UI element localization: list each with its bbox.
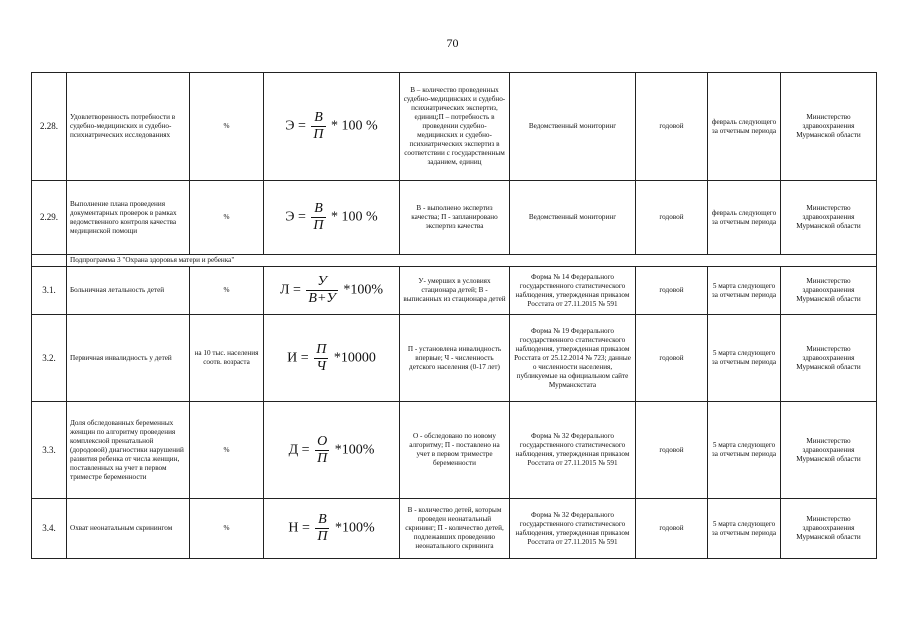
variables-description: В - количество детей, которым проведен неонатальный скрининг; П - количество детей, подлежавших проведению неонатального скрининга [400, 499, 510, 559]
data-source: Ведомственный мониторинг [510, 181, 636, 255]
unit: % [190, 499, 264, 559]
formula-numerator: В [311, 110, 325, 127]
table-row [32, 402, 877, 499]
data-source: Форма № 14 Федерального государственного статистического наблюдения, утвержденная приказом Росстата от 27.11.2015 № 591 [510, 267, 636, 315]
row-number: 3.4. [32, 499, 67, 559]
deadline: февраль следующего за отчетным периода [708, 181, 781, 255]
unit: % [190, 181, 264, 255]
deadline: февраль следующего за отчетным периода [708, 73, 781, 181]
subprogram-title: Подпрограмма 3 "Охрана здоровья матери и ребенка" [67, 255, 877, 267]
formula-rhs: * 100 % [331, 118, 378, 134]
indicator-name: Доля обследованных беременных женщин по алгоритму проведения комплексной пренатальной (дородовой) диагностики нарушений развития ребенка от числа женщин, поставленных на учет в первом триместре беременности [67, 402, 190, 499]
row-number: 3.2. [32, 315, 67, 402]
table-row [32, 315, 877, 402]
table-row [32, 73, 877, 181]
formula-rhs: * 100 % [331, 209, 378, 225]
empty-cell [32, 255, 67, 267]
formula-denominator: Ч [316, 358, 327, 374]
formula-rhs: *10000 [333, 350, 376, 366]
data-source: Форма № 32 Федерального государственного статистического наблюдения, утвержденная приказом Росстата от 27.11.2015 № 591 [510, 402, 636, 499]
unit: % [190, 402, 264, 499]
formula-fraction [306, 274, 337, 307]
formula-lhs: Э = [285, 118, 306, 134]
formula-lhs: Э = [285, 209, 306, 225]
formula [264, 499, 400, 559]
responsible: Министерство здравоохранения Мурманской области [781, 73, 877, 181]
data-source: Ведомственный мониторинг [510, 73, 636, 181]
formula [264, 181, 400, 255]
table-row [32, 267, 877, 315]
formula-rhs: *100% [343, 282, 383, 298]
periodicity: годовой [636, 73, 708, 181]
formula-lhs: Л = [280, 282, 301, 298]
periodicity: годовой [636, 267, 708, 315]
row-number: 3.1. [32, 267, 67, 315]
formula [264, 315, 400, 402]
deadline: 5 марта следующего за отчетным периода [708, 315, 781, 402]
formula-denominator: П [317, 450, 328, 466]
indicator-name: Первичная инвалидность у детей [67, 315, 190, 402]
subprogram-row [32, 255, 877, 267]
deadline: 5 марта следующего за отчетным периода [708, 499, 781, 559]
unit: % [190, 73, 264, 181]
formula [264, 73, 400, 181]
formula-fraction [314, 342, 328, 375]
formula-lhs: Н = [288, 520, 310, 536]
indicators-table [31, 72, 877, 559]
responsible: Министерство здравоохранения Мурманской области [781, 315, 877, 402]
periodicity: годовой [636, 315, 708, 402]
table-row [32, 499, 877, 559]
row-number: 2.29. [32, 181, 67, 255]
row-number: 3.3. [32, 402, 67, 499]
periodicity: годовой [636, 499, 708, 559]
variables-description: П - установлена инвалидность впервые; Ч - численность детского населения (0-17 лет) [400, 315, 510, 402]
unit: на 10 тыс. населения соотв. возраста [190, 315, 264, 402]
data-source: Форма № 32 Федерального государственного статистического наблюдения, утвержденная приказом Росстата от 27.11.2015 № 591 [510, 499, 636, 559]
data-source: Форма № 19 Федерального государственного статистического наблюдения, утвержденная приказом Росстата от 25.12.2014 № 723; данные о численности населения, публикуемые на официальном сайте Мурманскстата [510, 315, 636, 402]
periodicity: годовой [636, 181, 708, 255]
formula-fraction [311, 110, 325, 143]
indicator-name: Охват неонатальным скринингом [67, 499, 190, 559]
formula-fraction [315, 434, 329, 467]
variables-description: В - выполнено экспертиз качества; П - запланировано экспертиз качества [400, 181, 510, 255]
formula-rhs: *100% [334, 520, 375, 536]
formula-lhs: Д = [288, 442, 310, 458]
formula-lhs: И = [287, 350, 309, 366]
formula-numerator: В [311, 201, 325, 218]
row-number: 2.28. [32, 73, 67, 181]
formula-denominator: П [313, 218, 324, 233]
formula-denominator: В+У [308, 291, 336, 306]
variables-description: У- умерших в условиях стационара детей; В - выписанных из стационара детей [400, 267, 510, 315]
formula-denominator: П [313, 127, 324, 142]
formula-numerator: О [317, 433, 328, 449]
formula-fraction [315, 512, 329, 545]
table-row [32, 181, 877, 255]
formula [264, 267, 400, 315]
formula-rhs: *100% [334, 442, 375, 458]
formula-numerator: В [315, 512, 329, 529]
responsible: Министерство здравоохранения Мурманской области [781, 402, 877, 499]
responsible: Министерство здравоохранения Мурманской области [781, 267, 877, 315]
formula [264, 402, 400, 499]
variables-description: В – количество проведенных судебно-медицинских и судебно-психиатрических экспертиз, единиц;П – потребность в проведении судебно-медицинских и судебно-психиатрических экспертиз в соответствии с государственным заданием, единиц [400, 73, 510, 181]
indicator-name: Больничная летальность детей [67, 267, 190, 315]
deadline: 5 марта следующего за отчетным периода [708, 402, 781, 499]
unit: % [190, 267, 264, 315]
periodicity: годовой [636, 402, 708, 499]
indicator-name: Выполнение плана проведения документарных проверок в рамках ведомственного контроля качества медицинской помощи [67, 181, 190, 255]
variables-description: О - обследовано по новому алгоритму; П - поставлено на учет в первом триместре беременности [400, 402, 510, 499]
responsible: Министерство здравоохранения Мурманской области [781, 499, 877, 559]
indicator-name: Удовлетворенность потребности в судебно-медицинских и судебно-психиатрических исследованиях [67, 73, 190, 181]
responsible: Министерство здравоохранения Мурманской области [781, 181, 877, 255]
page-number: 70 [446, 36, 459, 50]
deadline: 5 марта следующего за отчетным периода [708, 267, 781, 315]
formula-numerator: П [316, 341, 327, 357]
formula-fraction [311, 201, 325, 234]
formula-numerator: У [306, 274, 337, 291]
formula-denominator: П [317, 529, 328, 544]
